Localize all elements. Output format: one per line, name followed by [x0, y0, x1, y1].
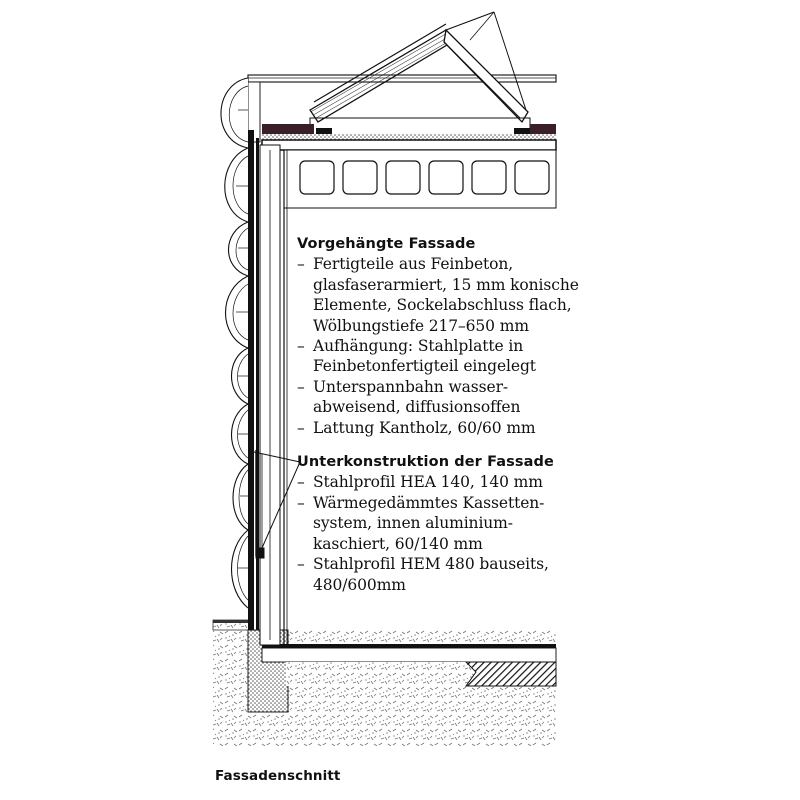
wall-structure [248, 130, 287, 648]
ceiling-coffers [284, 150, 556, 208]
list-item: – Stahlprofil HEA 140, 140 mm [297, 473, 543, 492]
list-item: – Aufhängung: Stahlplatte in Feinbetonfertigteil eingelegt [297, 337, 536, 376]
section-spacer [297, 438, 587, 452]
section-heading-facade: Vorgehängte Fassade [297, 236, 476, 252]
facade-item-list [297, 254, 587, 438]
substructure-item-list [297, 472, 587, 594]
section-heading-substructure: Unterkonstruktion der Fassade [297, 454, 554, 471]
list-item: – Unterspannbahn wasser-abweisend, diffusionsoffen [297, 377, 521, 417]
list-item: – Wärmegedämmtes Kassetten-system, innen aluminium-kaschiert, 60/140 mm [297, 493, 545, 553]
figure-caption: Fassadenschnitt [215, 768, 341, 784]
list-item: – Lattung Kantholz, 60/60 mm [297, 418, 536, 437]
list-item: – Stahlprofil HEM 480 bauseits, 480/600mm [297, 555, 549, 594]
list-item: – Fertigteile aus Feinbeton, glasfaserarmiert, 15 mm konische Elemente, Sockelabschluss flach, Wölbungstiefe 217–650 mm [297, 255, 579, 335]
legend-text [297, 234, 587, 595]
curved-facade-panels [221, 78, 248, 608]
roof-skylight [248, 12, 556, 150]
